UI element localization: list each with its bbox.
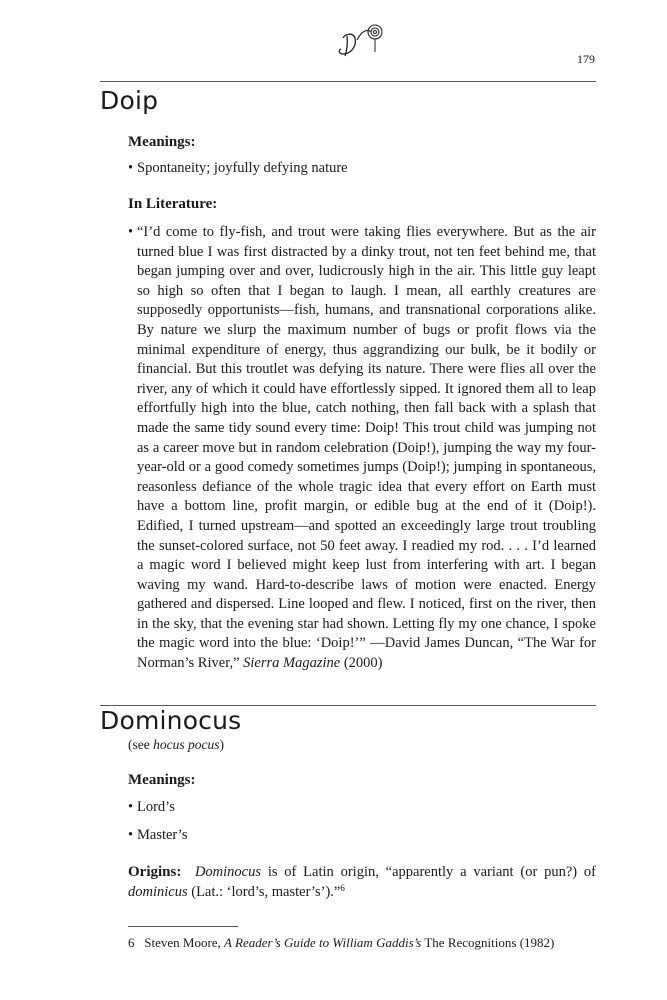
meaning-text: Master’s — [137, 827, 188, 844]
origins-term-latin: dominicus — [128, 883, 188, 900]
meanings-label: Meanings: — [128, 134, 196, 150]
bullet-icon: • — [128, 798, 134, 815]
meaning-text: Lord’s — [137, 798, 175, 815]
meanings-section — [128, 133, 596, 178]
literature-quote — [128, 223, 596, 674]
origins-label: Origins: — [128, 864, 182, 880]
letter-d-spiral-ornament-icon — [335, 20, 389, 64]
origins-text: is of Latin origin, “apparently a variant (or pun?) of — [261, 864, 596, 880]
quote-text: “I’d come to fly-fish, and trout were taking flies everywhere. But as the air turned blue I was first distracted by a dinky trout, not ten feet behind me, that began jumping over and over, ludicrously high in the air. This little guy leapt so high so often that I began to laugh. I mean, all earthly creatures are supposedly opportunists—fish, humans, and transnational corporations alike. By nature we slurp the maximum number of bugs or profit flows via the minimal expenditure of energy, thus aggrandizing our bulk, be it bodily or financial. But this troutlet was defying its nature. There were flies all over the river, any of which it could have effortlessly sipped. It ignored them all to leap effortfully high into the blue, catch nothing, then fall back with a splash that made the same tidy sound every time: Doip! This trout child was jumping not as a career move but in random celebration (Doip!), jumping the way my four-year-old or a good comedy sometimes jumps (Doip!); jumping in spontaneous, reasonless defiance of the whole tragic idea that every effort on Earth must have a bottom line, profit margin, or edible bug at the end of it (Doip!). Edified, I turned upstream—and spotted an exceedingly large trout troubling the sunset-colored surface, not 50 feet away. I readied my rod. . . . I’d learned a magic word I believed might keep lust from interfering with art. I began waving my wand. Hard-to-describe laws of motion were enacted. Energy gathered and dispersed. Line looped and flew. I noticed, first on the river, then in the sky, that the evening star had shown. Letting fly my one chance, I spoke the magic word into the blue: ‘Doip!’” —David James Duncan, “The War for Norman’s River,” — [137, 224, 596, 672]
page-number: 179 — [577, 52, 595, 66]
entry-title-doip: Doip — [100, 86, 159, 115]
see-prefix: (see — [128, 737, 154, 752]
quote-year: (2000) — [340, 655, 383, 672]
bullet-icon: • — [128, 224, 134, 240]
origins-section — [128, 863, 596, 902]
meanings-label: Meanings: — [128, 772, 196, 788]
footnote-author: Steven Moore, — [144, 935, 225, 950]
bullet-icon: • — [128, 159, 134, 176]
see-also-reference — [128, 737, 224, 753]
footnote-divider — [128, 926, 238, 927]
quote-source-title: Sierra Magazine — [243, 655, 341, 672]
footnote-number: 6 — [128, 935, 135, 950]
meanings-section — [128, 771, 596, 846]
origins-term: Dominocus — [194, 864, 262, 880]
list-item — [128, 826, 596, 846]
section-divider — [100, 81, 596, 82]
bullet-icon: • — [128, 827, 134, 844]
meaning-text: Spontaneity; joyfully defying nature — [137, 159, 348, 176]
see-suffix: ) — [219, 737, 224, 752]
list-item — [128, 798, 596, 818]
footnote-title: A Reader’s Guide to William Gaddis’s — [224, 935, 422, 950]
origins-text-end: (Lat.: ‘lord’s, master’s’).” — [187, 883, 341, 900]
entry-title-dominocus: Dominocus — [100, 706, 242, 735]
in-literature-label: In Literature: — [128, 196, 218, 212]
list-item — [128, 159, 596, 179]
see-also-term: hocus pocus — [153, 737, 220, 752]
footnote-year: (1982) — [516, 935, 555, 950]
footnote-title-roman: The Recognitions — [421, 935, 517, 950]
footnote-reference: 6 — [340, 882, 345, 893]
literature-section-heading — [128, 195, 596, 215]
footnote — [128, 935, 554, 951]
